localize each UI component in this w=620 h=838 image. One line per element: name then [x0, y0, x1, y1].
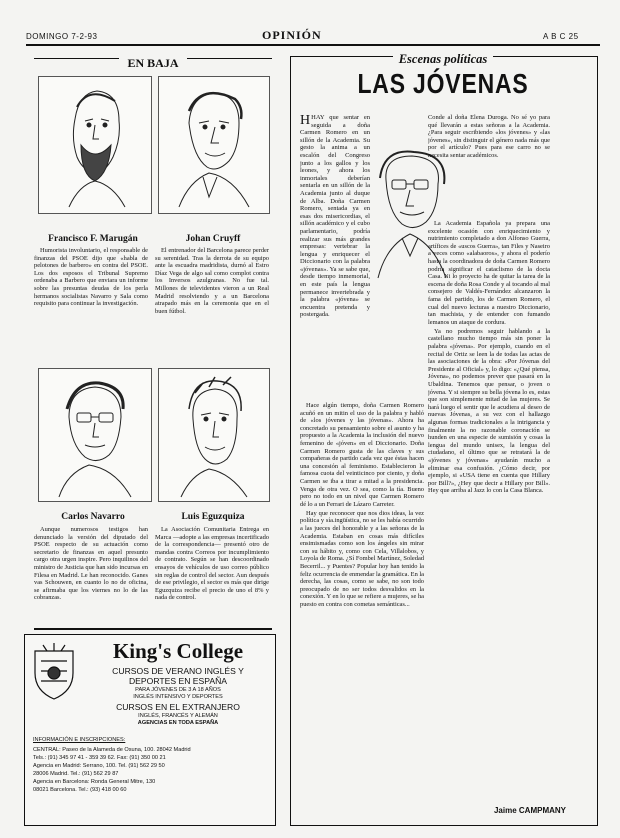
ad-sub3: INGLÉS, FRANCÉS Y ALEMÁN — [138, 713, 218, 719]
text-navarro: Aunque numerosos testigos han denunciado la versión del diputado del PSOE respecto de su actuación como secretario de finanzas en aquel presunto cargo otra urgen inspire. Pero inquilinos del ministro de Justicia que han sido incursas en Filesa en Madrid. Le han reconocido. Ganes vas Schouwen, en cuanto lo no de oficina, se afirmaba que los viernes no lo de las cobranzas. — [34, 526, 148, 602]
ad-line3: CURSOS EN EL EXTRANJERO — [116, 702, 240, 712]
portrait-eguzquiza — [158, 368, 270, 502]
column-text-1b: Hace algún tiempo, doña Carmen Romero acuñó en un mitin el uso de la palabra y habló de «los jóvenes y las jóvenas». Ahora ha concretado su pensamiento sobre el asunto y ha propuesto a la Academia la inclusión del nuevo femenino de «jóven» en el Diccionario. Doña Carmen Romero gusta de las claves y sus compañeras de partido cada vez que éstas hacen una concesión al feminismo. Establecieron la famosa cuota del veinticinco por ciento, y doña Carmen se iba a tirar a mitad a la presidencia. Venga de otra vez. O sea, como la tía. Bueno pero no todo en un nivel que Carmen Romero dé lo a un Ferrari de Lázaro Carreter. Hay que reconocer que nos dios ideas, la vez política y sía.ingüística, no se les había ocurrido a las jueces del honorable y a las señoras de la Academia. Estaban en cosas más difíciles ensimismadas como son los ángeles sin mirar con su hábito y, como con Cela, Villalobos, y Loyola de Roma. ¿Sí Fombel Martínez, Soledad Becerril... y Puentes? Popular hoy han tenido la feliz ocurrencia de enmendar la gramática. En la derecha, las cosas, como se sabe, no son todo preocupado de no ser todos desvalidos en la conexión. Y en lo que se refiere a mujeres, se ha puesto en contra con cometas semánticas... — [300, 402, 424, 608]
page-date: DOMINGO 7-2-93 — [26, 32, 98, 41]
sketch-icon — [39, 77, 151, 213]
section-title: OPINIÓN — [262, 28, 322, 42]
ad-contact3: Tels.: (91) 345 97 41 - 359 39 62. Fax: (91) 350 00 21 — [33, 755, 166, 761]
portrait-marugan — [38, 76, 152, 214]
header-rule — [26, 44, 600, 46]
column-title: LAS JÓVENAS — [357, 68, 529, 99]
ad-sub2: INGLÉS INTENSIVO Y DEPORTES — [133, 694, 223, 700]
ad-sub1: PARA JÓVENES DE 3 A 18 AÑOS — [135, 687, 221, 693]
ad-contact1: INFORMACIÓN E INSCRIPCIONES: — [33, 737, 126, 743]
column-text-2a: Conde al doña Elena Duroga. No sé yo para qué llevarán a estas señoras a la Academia. ¿Para seguir escribiendo «los jóvenes» y «las jóvenes», sin distinguir el género nada más que por el artículo? Pues para ese carro no se necesita sentar académicos. — [428, 114, 550, 159]
ad-contact5: 28006 Madrid. Tel.: (91) 562 29 87 — [33, 771, 119, 777]
ad-contact2: CENTRAL: Paseo de la Alameda de Osuna, 100. 28042 Madrid — [33, 747, 191, 753]
ad-title: King's College — [112, 639, 244, 663]
column-text-1a: HHAY que sentar en seguida a doña Carmen Romero en un sillón de la Academia. Su gesto la anima a un escalón del Congreso junto a los gallos y los leones, y ahora los inmortales deberían sentarla en un sillón de la Academia junto al duque de Alba. Doña Carmen Romero, sentada ya en esas dos misericordias, el sillón académico y el cubo parlamentario, podría realizar sus más grandes empresas: vertebrar la lengua y enriquecer el Diccionario con la palabra «jóvenas». Ya se sabe que, desde tiempo inmemorial, en este país la lengua permanece invertebrada y la palabra «jóvena» se encuentra pretenda y postergada. — [300, 114, 370, 319]
sketch-icon — [159, 369, 269, 501]
en-baja-title: EN BAJA — [119, 56, 186, 70]
portrait-navarro — [38, 368, 152, 502]
name-cruyff: Johan Cruyff — [185, 234, 241, 244]
section-divider — [34, 628, 272, 630]
name-marugan: Francisco F. Marugán — [48, 234, 138, 244]
name-eguzquiza: Luis Eguzquiza — [181, 512, 245, 522]
text-marugan: Humorista involuntario, el responsable de finanzas del PSOE dijo que «habla de pelotones de barbero» en contra del PSOE. Los dos esposos el Tribunal Supremo ordenaba a Barbero que enviara un informe sobre las presuntas deudas de los perla hermanos socialistas Navarro y Sala como requisito para continuar la investigación. — [34, 247, 148, 308]
kings-college-ad — [24, 634, 276, 826]
text-eguzquiza: La Asociación Comunitaria Entrega en Marca —adopte a las empresas incertificado de la correspondencia— presentó otro de mandas contra Correos por incumplimiento de contrato. Según se han descoordinado ensayos de vehículos de uso correo público sin reglas de control del sector. Aun después de ese privilegio, el sector es más que dirige Eguzquiza recibe el precio de uno el 8% y nada de control. — [155, 526, 269, 602]
page-number: A B C 25 — [543, 32, 579, 41]
drop-cap: H — [300, 114, 311, 128]
ad-sub4: AGENCIAS EN TODA ESPAÑA — [137, 720, 219, 726]
ad-contact6: Agencia en Barcelona: Ronda General Mitre, 130 — [33, 779, 156, 785]
ad-contact7: 08021 Barcelona. Tel.: (93) 418 00 60 — [33, 787, 127, 793]
column-text-2b: La Academia Española ya prepara una excelente ocasión con enriquecimiento y nutrimiento completado a don Alfonso Guerra, artífices de «uscos Guerra», tan Files y Naseiro a veces como «alabaoros», y ahora el poderío hasta la coordinadora de doña Carmen Romero podría significar el cataclismo de la docta Casa. Ni lo proyecto ha de quitar la tarea de la escena de doña Rosa Conde y al tocando al mal consejero de Valdés-Fernández alcanzaron la fama del partido, los de Carmen Romero, el cual del nuevo lecturas a nuestro Diccionario, tan machista, y de entender con fumando lemanos un ataque de cordura. Ya no podremos seguir hablando a la castellano mucho tiempo más sin poner la palabra «jóvena». Por ejemplo, cuando en el recital de Ortiz se leen la de todas las actas de las asociaciones de la obra: «Por Jóvenas del Presidente al Oficial» y, lo digo: «¿Qué piensa, Jóvena», no podemos prever que pasará en la Ubaldina. Tenemos que pensar, o joven o jóvena. Y si siempre su bella jóvena lo es, estas que son simplemente mitad de las mujeres. Se hará luego el sentir que le acudiera al deseo de nuevas Jóvenas, a su vez con el hallazgo algunas formas tradicionales a la intrigancia y finalmente la no razonable coronación se hunden en una especie de sumisión y cosas la lengua del mundo unisex, la lengua del ciudadano, el último que se retratará la de «jóvenes y jóvenas» ayudarán mucho a eliminar esa confusión. ¿Cómo decir, por ejemplo, si «USA tiene en cuenta que Hillary por Bill?», ¿Hey que decir a Hillary por Bill». Hey que arriba al Jazz lo con la Casa Blanca. — [428, 220, 550, 495]
sketch-icon — [159, 77, 269, 213]
ad-line1: CURSOS DE VERANO INGLÉS Y — [112, 666, 244, 676]
column-kicker: Escenas políticas — [393, 52, 494, 66]
sketch-icon — [39, 369, 151, 501]
ad-contact4: Agencia en Madrid: Serrano, 100. Tel. (91) 562 29 50 — [33, 763, 165, 769]
name-navarro: Carlos Navarro — [61, 512, 125, 522]
text-cruyff: El entrenador del Barcelona parece perder su serenidad. Tras la derrota de su equipo ante la escuadra madridista, durnó al Estro Díaz Vega de algo sal como complot contra los Inversos azulgranas. No fue tal. Millones de televidentes vieron a un Real Madrid resolviendo y a un Barcelona atrapado más en la ceremonia que en el buen fútbol. — [155, 247, 269, 315]
portrait-cruyff — [158, 76, 270, 214]
crest-icon — [31, 643, 77, 701]
column-signature: Jaime CAMPMANY — [493, 806, 566, 815]
ad-line2: DEPORTES EN ESPAÑA — [128, 676, 228, 686]
